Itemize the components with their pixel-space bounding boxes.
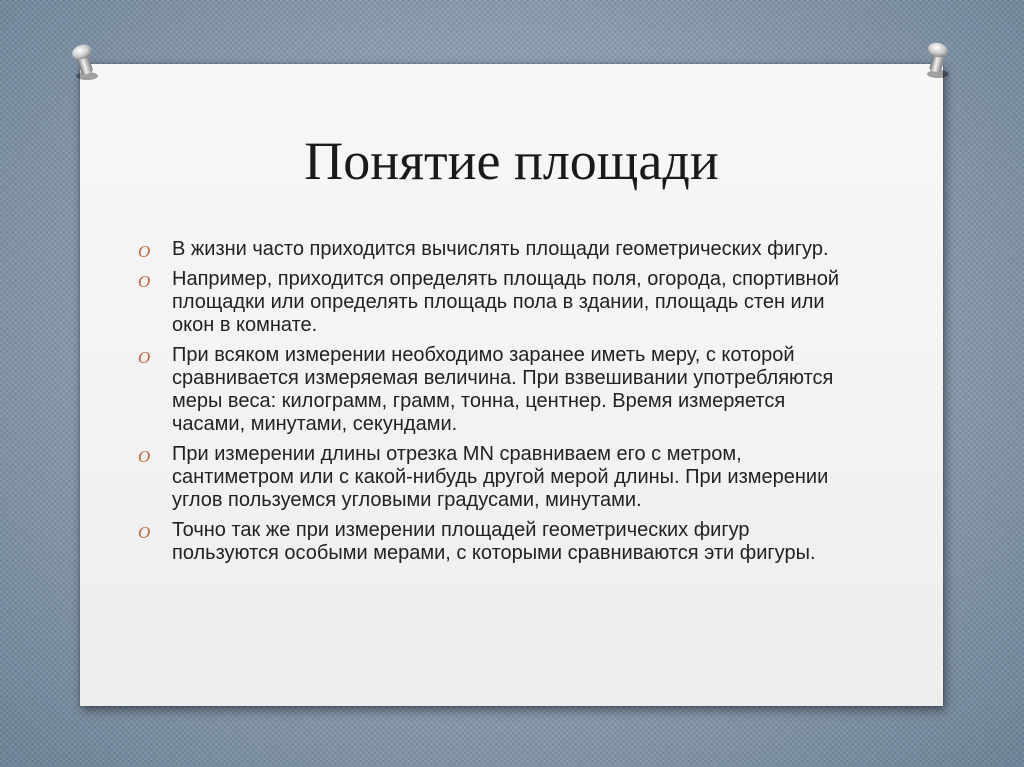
list-item (138, 344, 858, 436)
bullet-o-icon: O (138, 523, 151, 542)
bullet-text: Например, приходится определять площадь поля, огорода, спортивной площадки или определять площадь пола в здании, площадь стен или окон в комнате. (172, 268, 840, 336)
bullet-list (138, 238, 858, 572)
bullet-o-icon: O (138, 348, 151, 367)
list-item (138, 519, 858, 565)
bullet-o-icon: O (138, 447, 151, 466)
list-item (138, 268, 858, 337)
list-item (138, 238, 858, 261)
bullet-o-icon: O (138, 272, 151, 291)
bullet-o-icon: O (138, 242, 151, 261)
bullet-text: При всяком измерении необходимо заранее иметь меру, с которой сравнивается измеряемая величина. При взвешивании употребляются меры веса: килограмм, грамм, тонна, центнер. Время измеряется часами, минутами, секундами. (172, 344, 834, 435)
bullet-text: При измерении длины отрезка MN сравниваем его с метром, сантиметром или с какой-нибудь другой мерой длины. При измерении углов пользуемся угловыми градусами, минутами. (172, 443, 829, 511)
pushpin-icon (68, 42, 102, 82)
bullet-text: В жизни часто приходится вычислять площади геометрических фигур. (172, 238, 829, 260)
pushpin-icon (920, 40, 954, 80)
list-item (138, 443, 858, 512)
bullet-text: Точно так же при измерении площадей геометрических фигур пользуются особыми мерами, с которыми сравниваются эти фигуры. (172, 519, 816, 564)
slide-title: Понятие площади (304, 131, 719, 191)
